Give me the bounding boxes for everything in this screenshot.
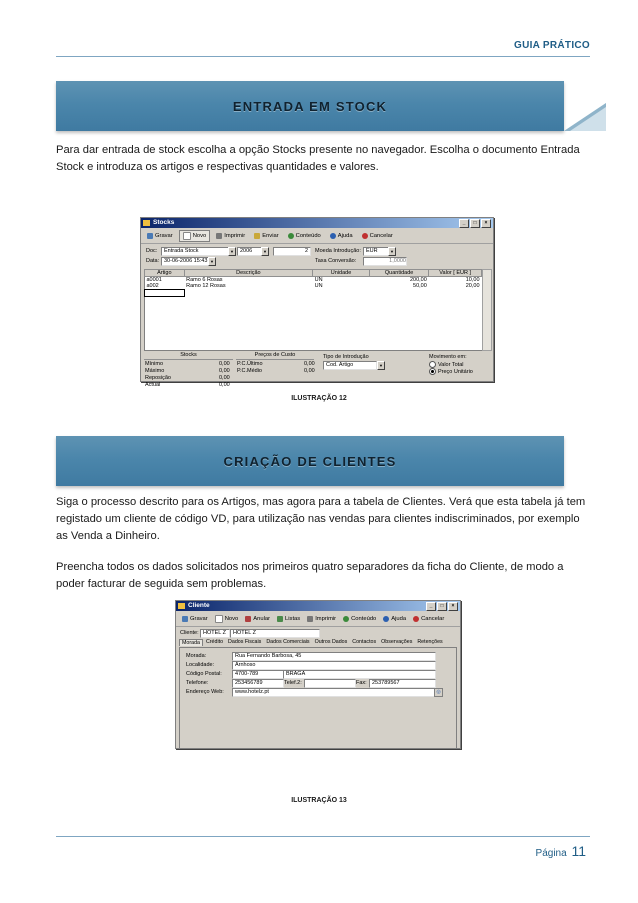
data-label: Data: [146, 258, 160, 264]
section-paragraph: Preencha todos os dados solicitados nos primeiros quatro separadores da ficha do Cliente, de modo a poder facturar de seguida sem problemas. [56, 561, 564, 590]
section-banner-criacao-clientes [56, 436, 564, 486]
new-document-icon [183, 232, 191, 240]
section-banner-entrada-stock [56, 81, 564, 131]
minimo-value: 0,00 [219, 361, 230, 367]
contents-icon [288, 233, 294, 239]
save-icon [147, 233, 153, 239]
enviar-button[interactable]: Enviar [251, 231, 281, 241]
radio-valor-total[interactable]: Valor Total [429, 361, 463, 368]
radio-preco-unitario[interactable]: Preço Unitário [429, 368, 473, 375]
cell-descricao: Ramo 12 Rosas [186, 283, 226, 290]
column-header: Unidade [313, 270, 370, 277]
moeda-label: Moeda Introdução: [315, 248, 361, 254]
year-field[interactable]: 2006 [237, 247, 263, 256]
envelope-icon [254, 233, 260, 239]
novo-button[interactable]: Novo [212, 614, 242, 624]
maximize-icon[interactable]: □ [437, 602, 447, 611]
doc-field[interactable]: Entrada Stock [161, 247, 229, 256]
cell-artigo: a0001 [146, 277, 162, 283]
pc-ultimo-label: P.C.Último [237, 361, 263, 367]
fax-label: Fax: [356, 680, 367, 686]
pc-medio-label: P.C.Médio [237, 368, 262, 374]
listas-button[interactable]: Listas [274, 614, 303, 624]
endereco-web-field[interactable]: www.hotelz.pt [232, 688, 436, 697]
close-icon[interactable]: × [448, 602, 458, 611]
maximize-icon[interactable]: □ [470, 219, 480, 228]
gravar-button[interactable]: Gravar [179, 614, 211, 624]
cell-unidade: UN [314, 277, 323, 283]
printer-icon [216, 233, 222, 239]
globe-icon[interactable]: ◎ [434, 688, 443, 697]
localidade-label: Localidade: [186, 662, 215, 668]
table-header-row [145, 270, 482, 277]
stocks-form [141, 244, 493, 388]
cell-quantidade: 200,00 [409, 277, 427, 283]
tipo-introducao-select[interactable]: Cod. Artigo [323, 361, 377, 370]
cliente-label: Cliente: [180, 630, 199, 636]
chevron-down-icon[interactable]: ▼ [228, 247, 236, 256]
printer-icon [307, 616, 313, 622]
radio-off-icon [429, 361, 436, 368]
movimento-label: Movimento em: [429, 354, 467, 360]
tab-observacoes[interactable]: Observações [381, 639, 413, 645]
tab-morada[interactable]: Morada [179, 639, 203, 646]
morada-label: Morada: [186, 653, 207, 659]
stocks-titlebar [141, 218, 493, 228]
codigo-postal-city-field[interactable]: BRAGA [283, 670, 436, 679]
figure-caption: ILUSTRAÇÃO 12 [291, 395, 347, 402]
tab-dados-fiscais[interactable]: Dados Fiscais [228, 639, 262, 645]
column-header: Artigo [145, 270, 185, 277]
pc-ultimo-value: 0,00 [304, 361, 315, 367]
footer-rule [56, 836, 590, 837]
save-icon [182, 616, 188, 622]
reposicao-value: 0,00 [219, 375, 230, 381]
page-footer [536, 843, 586, 859]
codigo-postal-field[interactable]: 4700-789 [232, 670, 284, 679]
taxa-field[interactable]: 1,0000 [363, 257, 407, 266]
banner-tail-decoration [564, 81, 606, 131]
window-controls [459, 219, 491, 228]
cell-artigo: a002 [146, 283, 159, 289]
maximo-label: Máximo [145, 368, 165, 374]
list-icon [277, 616, 283, 622]
contents-icon [343, 616, 349, 622]
localidade-field[interactable]: Arnhoso [232, 661, 436, 670]
cliente-titlebar [176, 601, 460, 611]
stocks-toolbar [141, 228, 493, 244]
delete-icon [245, 616, 251, 622]
minimize-icon[interactable]: _ [426, 602, 436, 611]
section-title: ENTRADA EM STOCK [232, 98, 388, 114]
morada-field[interactable]: Rua Fernando Barbosa, 45 [232, 652, 436, 661]
running-header: GUIA PRÁTICO [513, 40, 590, 51]
endereco-web-label: Endereço Web: [186, 689, 224, 695]
cancelar-button[interactable]: Cancelar [359, 231, 396, 241]
imprimir-button[interactable]: Imprimir [213, 231, 248, 241]
chevron-down-icon[interactable]: ▼ [377, 361, 385, 370]
window-icon [143, 220, 150, 226]
actual-label: Actual [145, 382, 161, 388]
chevron-down-icon[interactable]: ▼ [261, 247, 269, 256]
conteudo-button[interactable]: Conteúdo [285, 231, 324, 241]
page-label: Página [535, 848, 567, 859]
number-field[interactable]: 2 [273, 247, 311, 256]
cell-valor: 20,00 [465, 283, 480, 290]
fax-field[interactable]: 253789567 [369, 679, 436, 688]
gravar-button[interactable]: Gravar [144, 231, 176, 241]
date-field[interactable]: 30-06-2006 15:43 [161, 257, 209, 266]
maximo-value: 0,00 [219, 368, 230, 374]
cliente-form [176, 627, 460, 751]
help-icon [383, 616, 389, 622]
stocks-header: Stocks [144, 352, 233, 360]
cancelar-button[interactable]: Cancelar [410, 614, 447, 624]
tab-dados-comerciais[interactable]: Dados Comerciais [266, 639, 310, 645]
cliente-toolbar [176, 611, 460, 627]
cliente-window [175, 600, 461, 749]
page-number: 11 [571, 843, 586, 859]
radio-on-icon [429, 368, 436, 375]
telef2-field[interactable] [304, 679, 356, 688]
telefone-label: Telefone: [186, 680, 209, 686]
tab-contactos[interactable]: Contactos [352, 639, 377, 645]
chevron-down-icon[interactable]: ▼ [208, 257, 216, 266]
moeda-field[interactable]: EUR [363, 247, 389, 256]
taxa-label: Taxa Conversão: [315, 258, 357, 264]
actual-value: 0,00 [219, 382, 230, 388]
chevron-down-icon[interactable]: ▼ [388, 247, 396, 256]
telefone-field[interactable]: 253456789 [232, 679, 284, 688]
figure-caption: ILUSTRAÇÃO 13 [291, 797, 347, 804]
cliente-code-field[interactable]: HOTEL Z [200, 629, 230, 638]
reposicao-label: Reposição [145, 375, 171, 381]
column-header: Valor [ EUR ] [429, 270, 482, 277]
pc-medio-value: 0,00 [304, 368, 315, 374]
cell-descricao: Ramo 6 Rosas [186, 277, 223, 283]
new-document-icon [215, 615, 223, 623]
help-icon [330, 233, 336, 239]
tab-credito[interactable]: Crédito [205, 639, 224, 645]
minimo-label: Mínimo [145, 361, 164, 367]
stock-lines-table [144, 269, 482, 297]
grid-scrollbar[interactable] [482, 269, 492, 351]
column-header: Descrição [184, 270, 312, 277]
cancel-icon [362, 233, 368, 239]
window-controls [426, 602, 458, 611]
window-icon [178, 603, 185, 609]
close-icon[interactable]: × [481, 219, 491, 228]
new-line-cell[interactable] [145, 290, 185, 297]
table-row-new[interactable] [145, 290, 482, 297]
tab-retencoes[interactable]: Retenções [417, 639, 443, 645]
section-paragraph: Siga o processo descrito para os Artigos, mas agora para a tabela de Clientes. Verá que esta tabela já tem registado um cliente de código VD, para utilização nas vendas para clientes indiscriminados, por exemplo as Venda a Dinheiro. [56, 496, 586, 542]
cliente-tabs [179, 639, 445, 646]
tab-outros-dados[interactable]: Outros Dados [314, 639, 348, 645]
window-title: Cliente [188, 602, 210, 609]
cliente-name-field[interactable]: HOTEL Z [230, 629, 320, 638]
header-rule [56, 56, 590, 57]
telef2-label: Telef.2: [284, 680, 302, 686]
novo-button[interactable]: Novo [179, 230, 211, 242]
conteudo-button[interactable]: Conteúdo [340, 614, 379, 624]
cell-unidade: UN [314, 283, 323, 290]
cell-valor: 10,00 [465, 277, 480, 283]
cancel-icon [413, 616, 419, 622]
anular-button[interactable]: Anular [242, 614, 273, 624]
tipo-introducao-label: Tipo de Introdução [323, 354, 369, 360]
ajuda-button[interactable]: Ajuda [380, 614, 409, 624]
stocks-window [140, 217, 494, 388]
column-header: Quantidade [370, 270, 429, 277]
cell-quantidade: 50,00 [413, 283, 427, 290]
doc-label: Doc: [146, 248, 158, 254]
imprimir-button[interactable]: Imprimir [304, 614, 339, 624]
precos-header: Preços de Custo [236, 352, 314, 360]
section-paragraph: Para dar entrada de stock escolha a opção Stocks presente no navegador. Escolha o documento Entrada Stock e introduza os artigos e respectivas quantidades e valores. [56, 144, 580, 173]
section-title: CRIAÇÃO DE CLIENTES [223, 453, 397, 469]
ajuda-button[interactable]: Ajuda [327, 231, 356, 241]
window-title: Stocks [153, 219, 175, 226]
codigo-postal-label: Código Postal: [186, 671, 222, 677]
minimize-icon[interactable]: _ [459, 219, 469, 228]
